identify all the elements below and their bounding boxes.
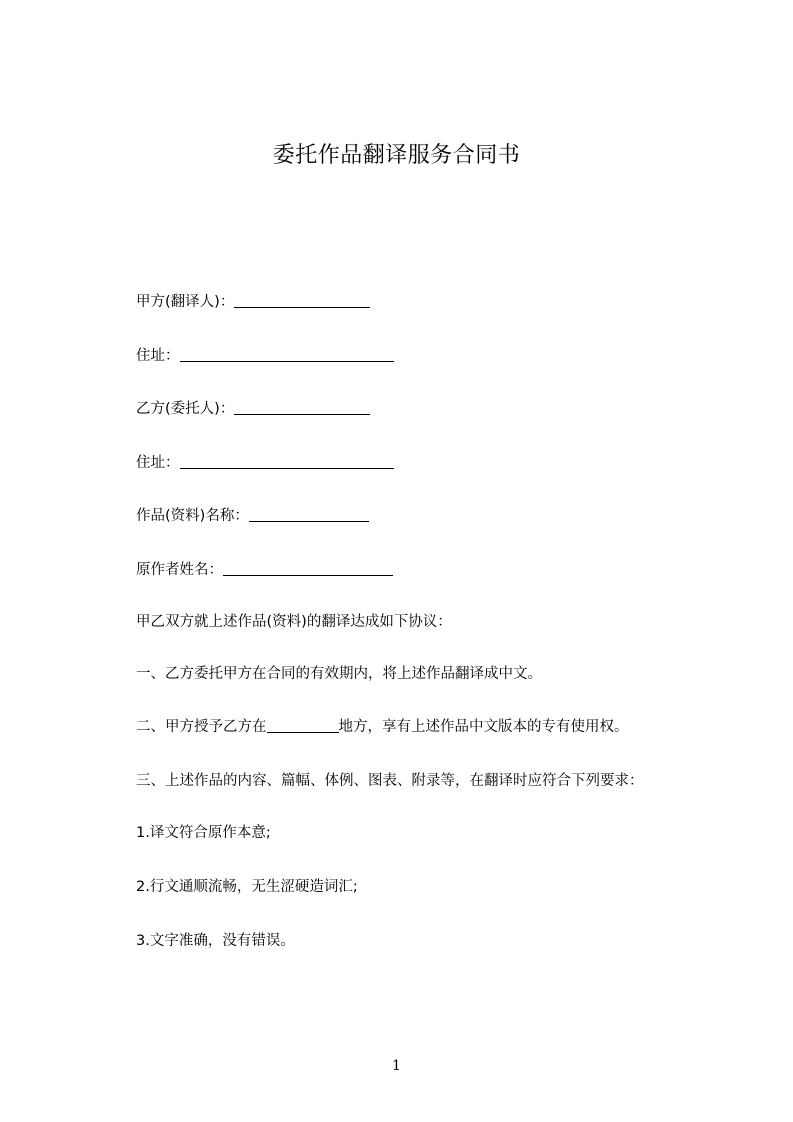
- clause-2: [136, 717, 629, 737]
- field-party-b-address-blank: [180, 454, 394, 469]
- agreement-intro: 甲乙双方就上述作品(资料)的翻译达成如下协议：: [136, 614, 452, 630]
- clause-1: 一、乙方委托甲方在合同的有效期内，将上述作品翻译成中文。: [136, 666, 542, 682]
- field-party-b: [136, 399, 370, 419]
- field-original-author: [136, 560, 393, 580]
- field-party-b-label: 乙方(委托人)：: [136, 401, 235, 417]
- clause-2-location-blank: [267, 718, 339, 733]
- field-work-name-blank: [249, 507, 369, 522]
- field-party-b-address-label: 住址：: [136, 455, 180, 471]
- clause-3: 三、上述作品的内容、篇幅、体例、图表、附录等，在翻译时应符合下列要求：: [136, 773, 644, 789]
- page-number: 1: [392, 1058, 401, 1074]
- requirement-3: 3.文字准确，没有错误。: [136, 933, 295, 949]
- field-party-a: [136, 292, 370, 312]
- field-party-a-label: 甲方(翻译人)：: [136, 294, 235, 310]
- field-party-a-address: [136, 346, 394, 366]
- requirement-1: 1.译文符合原作本意;: [136, 825, 271, 841]
- requirement-2: 2.行文通顺流畅，无生涩硬造词汇;: [136, 879, 358, 895]
- document-title: 委托作品翻译服务合同书: [272, 143, 521, 168]
- field-original-author-blank: [223, 561, 393, 576]
- field-party-b-address: [136, 453, 394, 473]
- field-work-name-label: 作品(资料)名称：: [136, 508, 249, 524]
- field-work-name: [136, 506, 369, 526]
- field-party-a-address-blank: [180, 347, 394, 362]
- field-original-author-label: 原作者姓名：: [136, 562, 223, 578]
- field-party-a-address-label: 住址：: [136, 348, 180, 364]
- clause-2-text-after: 地方，享有上述作品中文版本的专有使用权。: [338, 719, 629, 735]
- field-party-a-blank: [234, 293, 370, 308]
- field-party-b-blank: [234, 400, 370, 415]
- clause-2-text-before: 二、甲方授予乙方在: [136, 719, 267, 735]
